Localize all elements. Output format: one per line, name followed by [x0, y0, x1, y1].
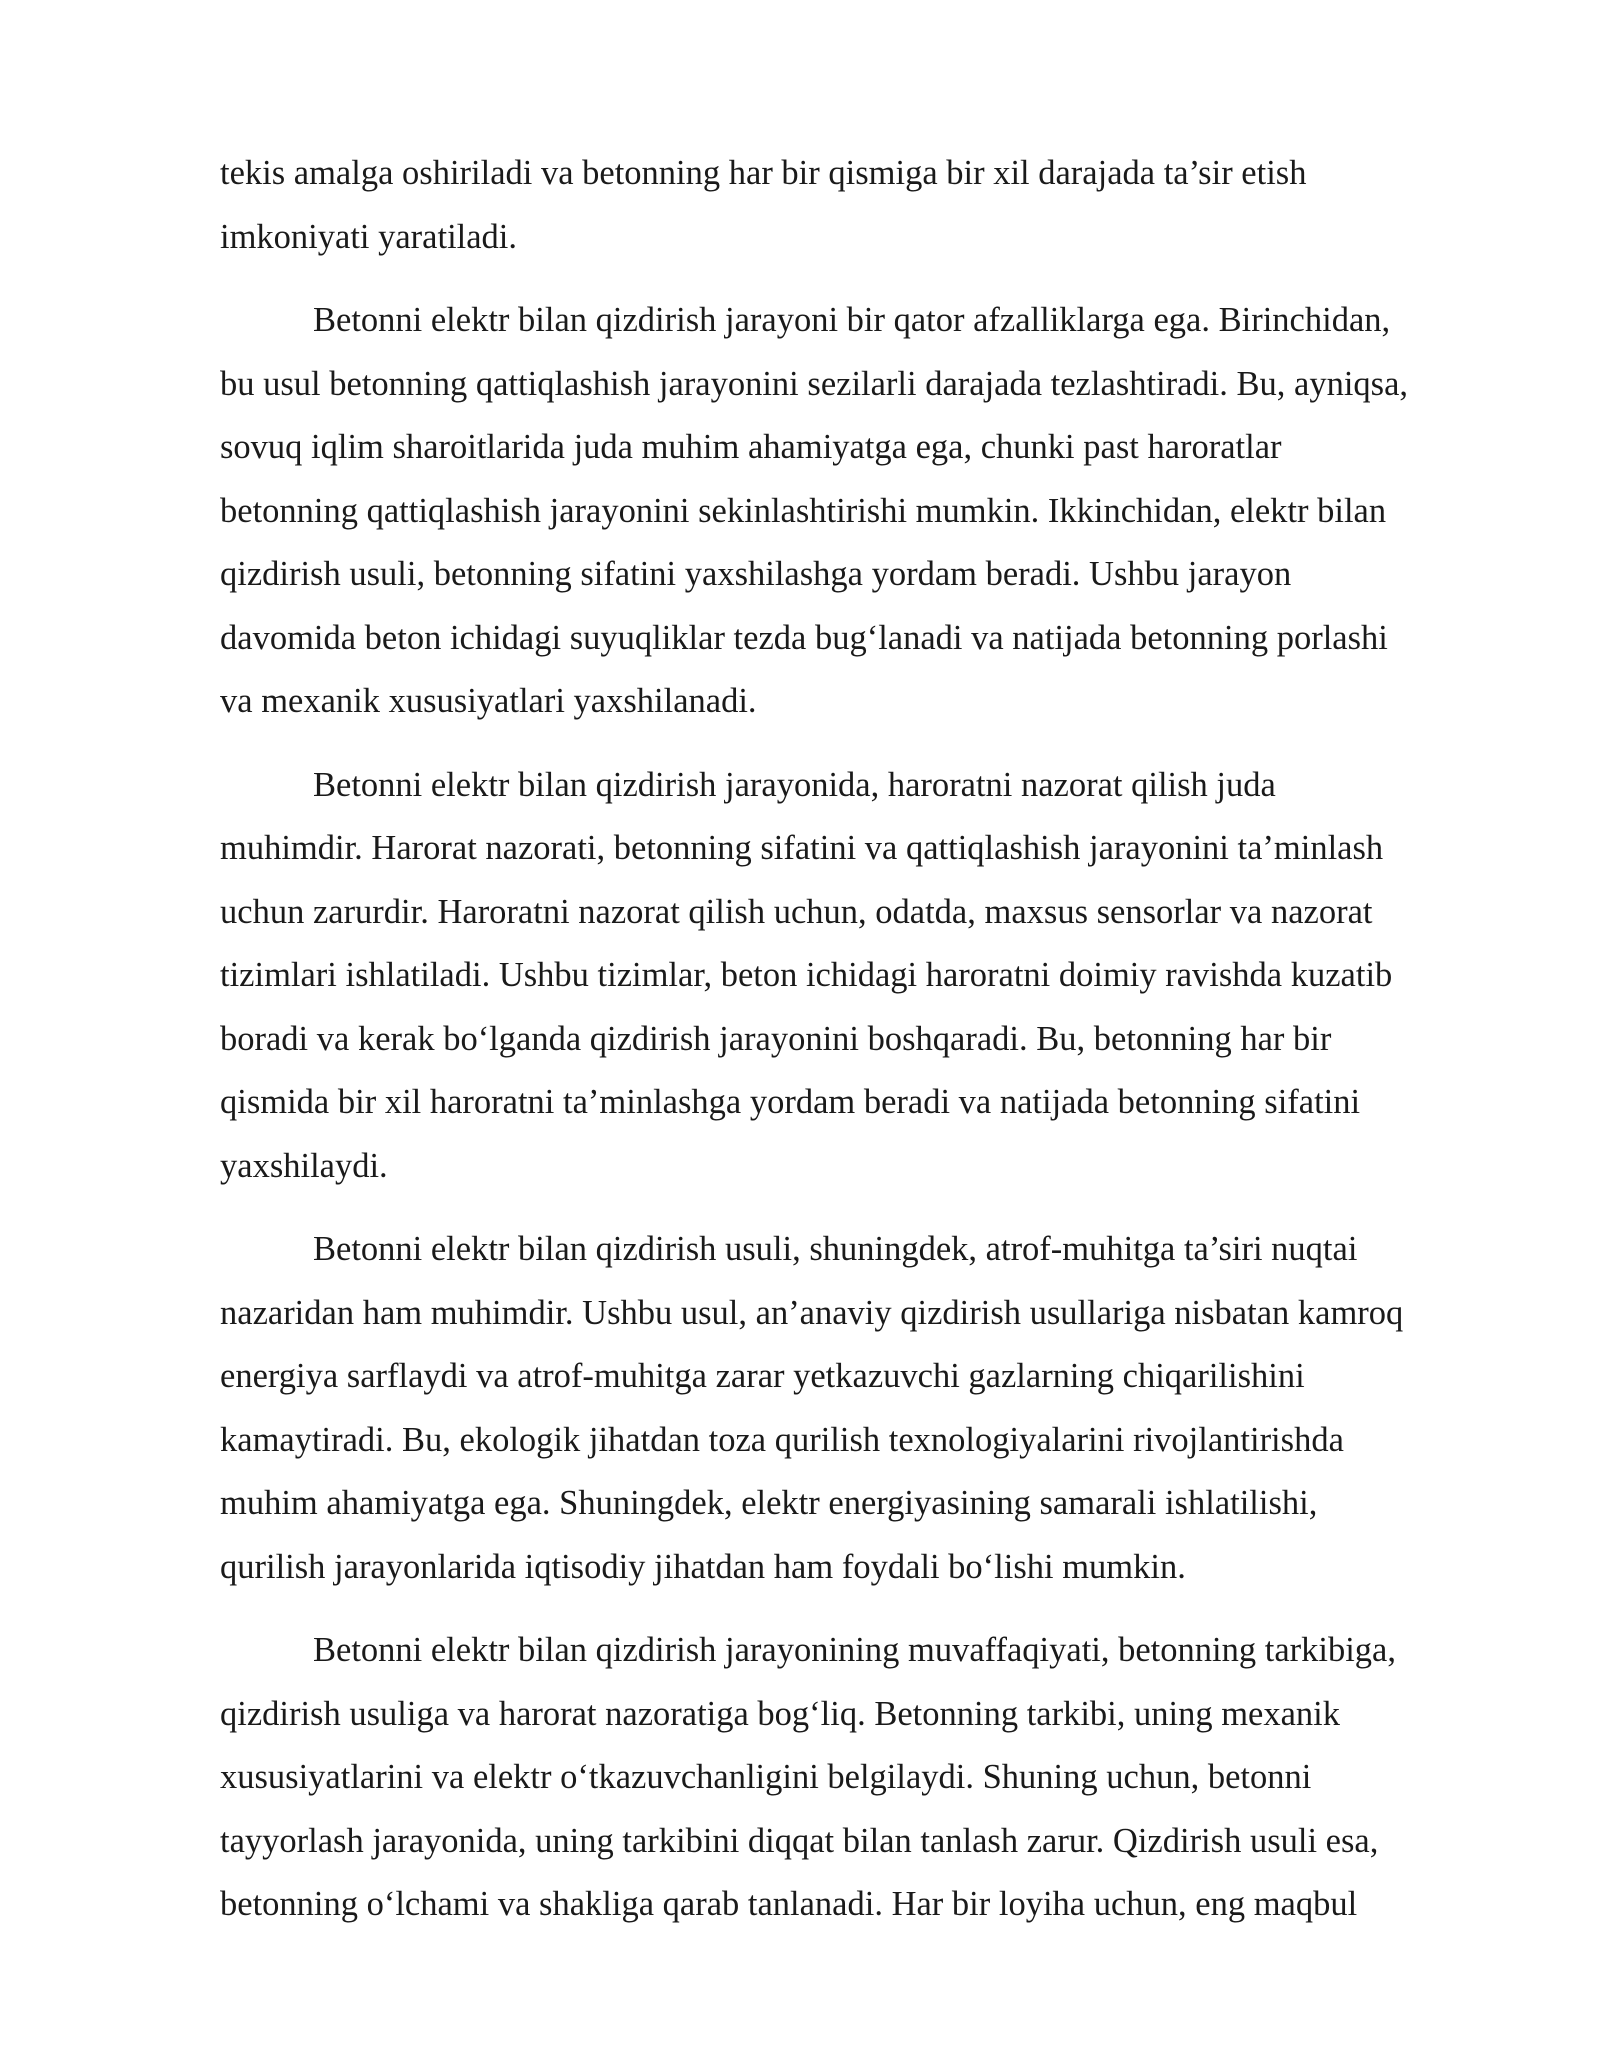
- text-line: davomida beton ichidagi suyuqliklar tezda bug‘lanadi va natijada betonning porlashi: [220, 618, 1388, 657]
- text-line: yaxshilaydi.: [220, 1146, 388, 1185]
- text-line: nazaridan ham muhimdir. Ushbu usul, an’anaviy qizdirish usullariga nisbatan kamroq: [220, 1293, 1404, 1332]
- document-body: [220, 142, 1485, 1937]
- text-line: tekis amalga oshiriladi va betonning har bir qismiga bir xil darajada ta’sir etish: [220, 154, 1307, 192]
- text-line: Betonni elektr bilan qizdirish jarayoni bir qator afzalliklarga ega. Birinchidan,: [313, 301, 1391, 339]
- paragraph: [220, 754, 1485, 1199]
- text-line: uchun zarurdir. Haroratni nazorat qilish uchun, odatda, maxsus sensorlar va nazorat: [220, 892, 1373, 931]
- text-line: qizdirish usuliga va harorat nazoratiga bog‘liq. Betonning tarkibi, uning mexanik: [220, 1694, 1341, 1733]
- text-line: tayyorlash jarayonida, uning tarkibini diqqat bilan tanlash zarur. Qizdirish usuli esa,: [220, 1821, 1379, 1860]
- paragraph: [220, 1619, 1485, 1937]
- text-line: bu usul betonning qattiqlashish jarayonini sezilarli darajada tezlashtiradi. Bu, ayniqsa,: [220, 364, 1409, 403]
- text-line: tizimlari ishlatiladi. Ushbu tizimlar, beton ichidagi haroratni doimiy ravishda kuzatib: [220, 956, 1393, 994]
- text-line: energiya sarflaydi va atrof-muhitga zarar yetkazuvchi gazlarning chiqarilishini: [220, 1357, 1305, 1395]
- text-line: betonning o‘lchami va shakliga qarab tanlanadi. Har bir loyiha uchun, eng maqbul: [220, 1885, 1358, 1923]
- text-line: boradi va kerak bo‘lganda qizdirish jarayonini boshqaradi. Bu, betonning har bir: [220, 1019, 1332, 1058]
- paragraph: [220, 142, 1485, 269]
- text-line: Betonni elektr bilan qizdirish jarayonida, haroratni nazorat qilish juda: [313, 765, 1276, 804]
- text-line: betonning qattiqlashish jarayonini sekinlashtirishi mumkin. Ikkinchidan, elektr bilan: [220, 491, 1387, 530]
- paragraph: [220, 1218, 1485, 1599]
- text-line: muhimdir. Harorat nazorati, betonning sifatini va qattiqlashish jarayonini ta’minlash: [220, 829, 1384, 867]
- text-line: Betonni elektr bilan qizdirish jarayonining muvaffaqiyati, betonning tarkibiga,: [313, 1631, 1396, 1669]
- paragraph: [220, 289, 1485, 734]
- text-line: Betonni elektr bilan qizdirish usuli, shuningdek, atrof-muhitga ta’siri nuqtai: [313, 1230, 1358, 1268]
- text-line: qurilish jarayonlarida iqtisodiy jihatdan ham foydali bo‘lishi mumkin.: [220, 1547, 1186, 1586]
- text-line: kamaytiradi. Bu, ekologik jihatdan toza qurilish texnologiyalarini rivojlantirishda: [220, 1420, 1344, 1459]
- text-line: muhim ahamiyatga ega. Shuningdek, elektr energiyasining samarali ishlatilishi,: [220, 1484, 1318, 1522]
- text-line: imkoniyati yaratiladi.: [220, 217, 518, 256]
- text-line: sovuq iqlim sharoitlarida juda muhim ahamiyatga ega, chunki past haroratlar: [220, 428, 1282, 466]
- text-line: qizdirish usuli, betonning sifatini yaxshilashga yordam beradi. Ushbu jarayon: [220, 555, 1292, 593]
- text-line: xususiyatlarini va elektr o‘tkazuvchanligini belgilaydi. Shuning uchun, betonni: [220, 1758, 1312, 1796]
- text-line: va mexanik xususiyatlari yaxshilanadi.: [220, 682, 757, 720]
- text-line: qismida bir xil haroratni ta’minlashga yordam beradi va natijada betonning sifatini: [220, 1083, 1361, 1121]
